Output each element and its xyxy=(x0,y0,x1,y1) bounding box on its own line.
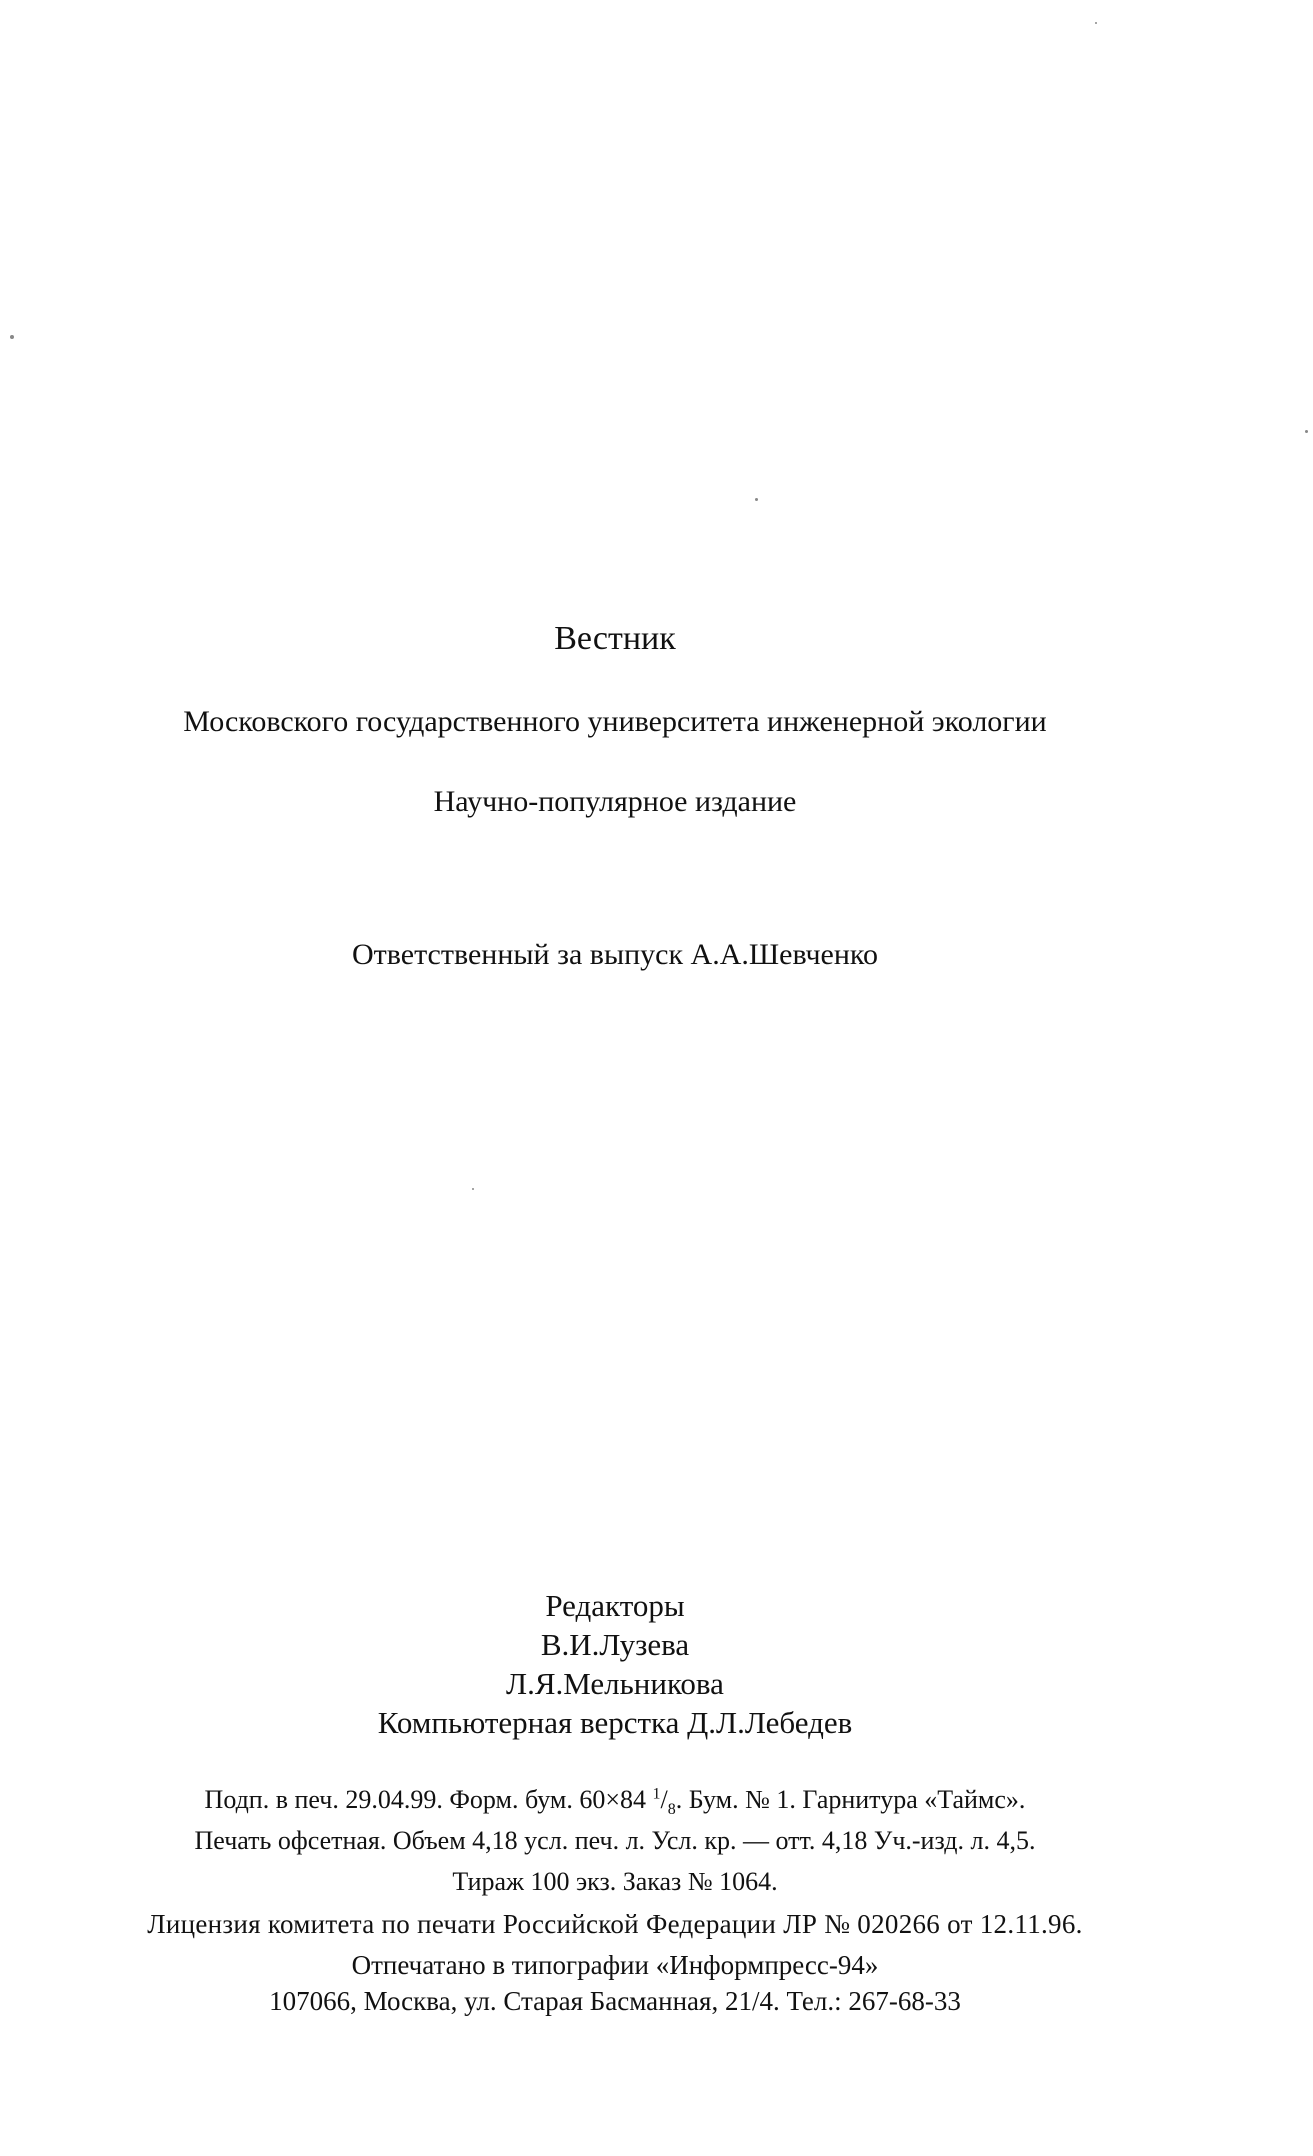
imprint-address: 107066, Москва, ул. Старая Басманная, 21/4. Тел.: 267-68-33 xyxy=(269,1986,961,2016)
imprint-line1-start: Подп. в печ. 29.04.99. Форм. бум. 60×84 xyxy=(204,1785,653,1814)
editors-label: Редакторы xyxy=(545,1588,685,1623)
fraction-numerator: 1 xyxy=(652,1785,661,1803)
credits-block xyxy=(0,1586,1230,1742)
edition-type: Научно-популярное издание xyxy=(433,785,797,818)
imprint-print-details xyxy=(0,1785,1230,1819)
scan-speck xyxy=(10,335,14,339)
university-name: Московского государственного университета инженерной экологии xyxy=(183,705,1047,738)
imprint-printer: Отпечатано в типографии «Информпресс-94» xyxy=(351,1950,879,1980)
layout-credit: Компьютерная верстка Д.Л.Лебедев xyxy=(377,1705,853,1740)
scan-speck xyxy=(1305,430,1308,433)
scan-speck xyxy=(755,498,758,501)
scan-speck xyxy=(1095,22,1097,24)
imprint-volume: Печать офсетная. Объем 4,18 усл. печ. л. Усл. кр. — отт. 4,18 Уч.-изд. л. 4,5. xyxy=(194,1826,1036,1855)
fraction-denominator: 8 xyxy=(667,1801,676,1819)
responsible-person: Ответственный за выпуск А.А.Шевченко xyxy=(352,938,878,971)
imprint-circulation: Тираж 100 экз. Заказ № 1064. xyxy=(452,1867,778,1896)
imprint-license: Лицензия комитета по печати Российской Федерации ЛР № 020266 от 12.11.96. xyxy=(147,1909,1083,1939)
format-fraction xyxy=(652,1785,676,1819)
fraction-slash: / xyxy=(660,1785,668,1814)
imprint-line1-end: . Бум. № 1. Гарнитура «Таймс». xyxy=(675,1785,1026,1814)
journal-title: Вестник xyxy=(554,620,676,657)
editor-name: Л.Я.Мельникова xyxy=(506,1666,724,1701)
scan-speck xyxy=(472,1188,474,1190)
editor-name: В.И.Лузева xyxy=(540,1627,690,1662)
